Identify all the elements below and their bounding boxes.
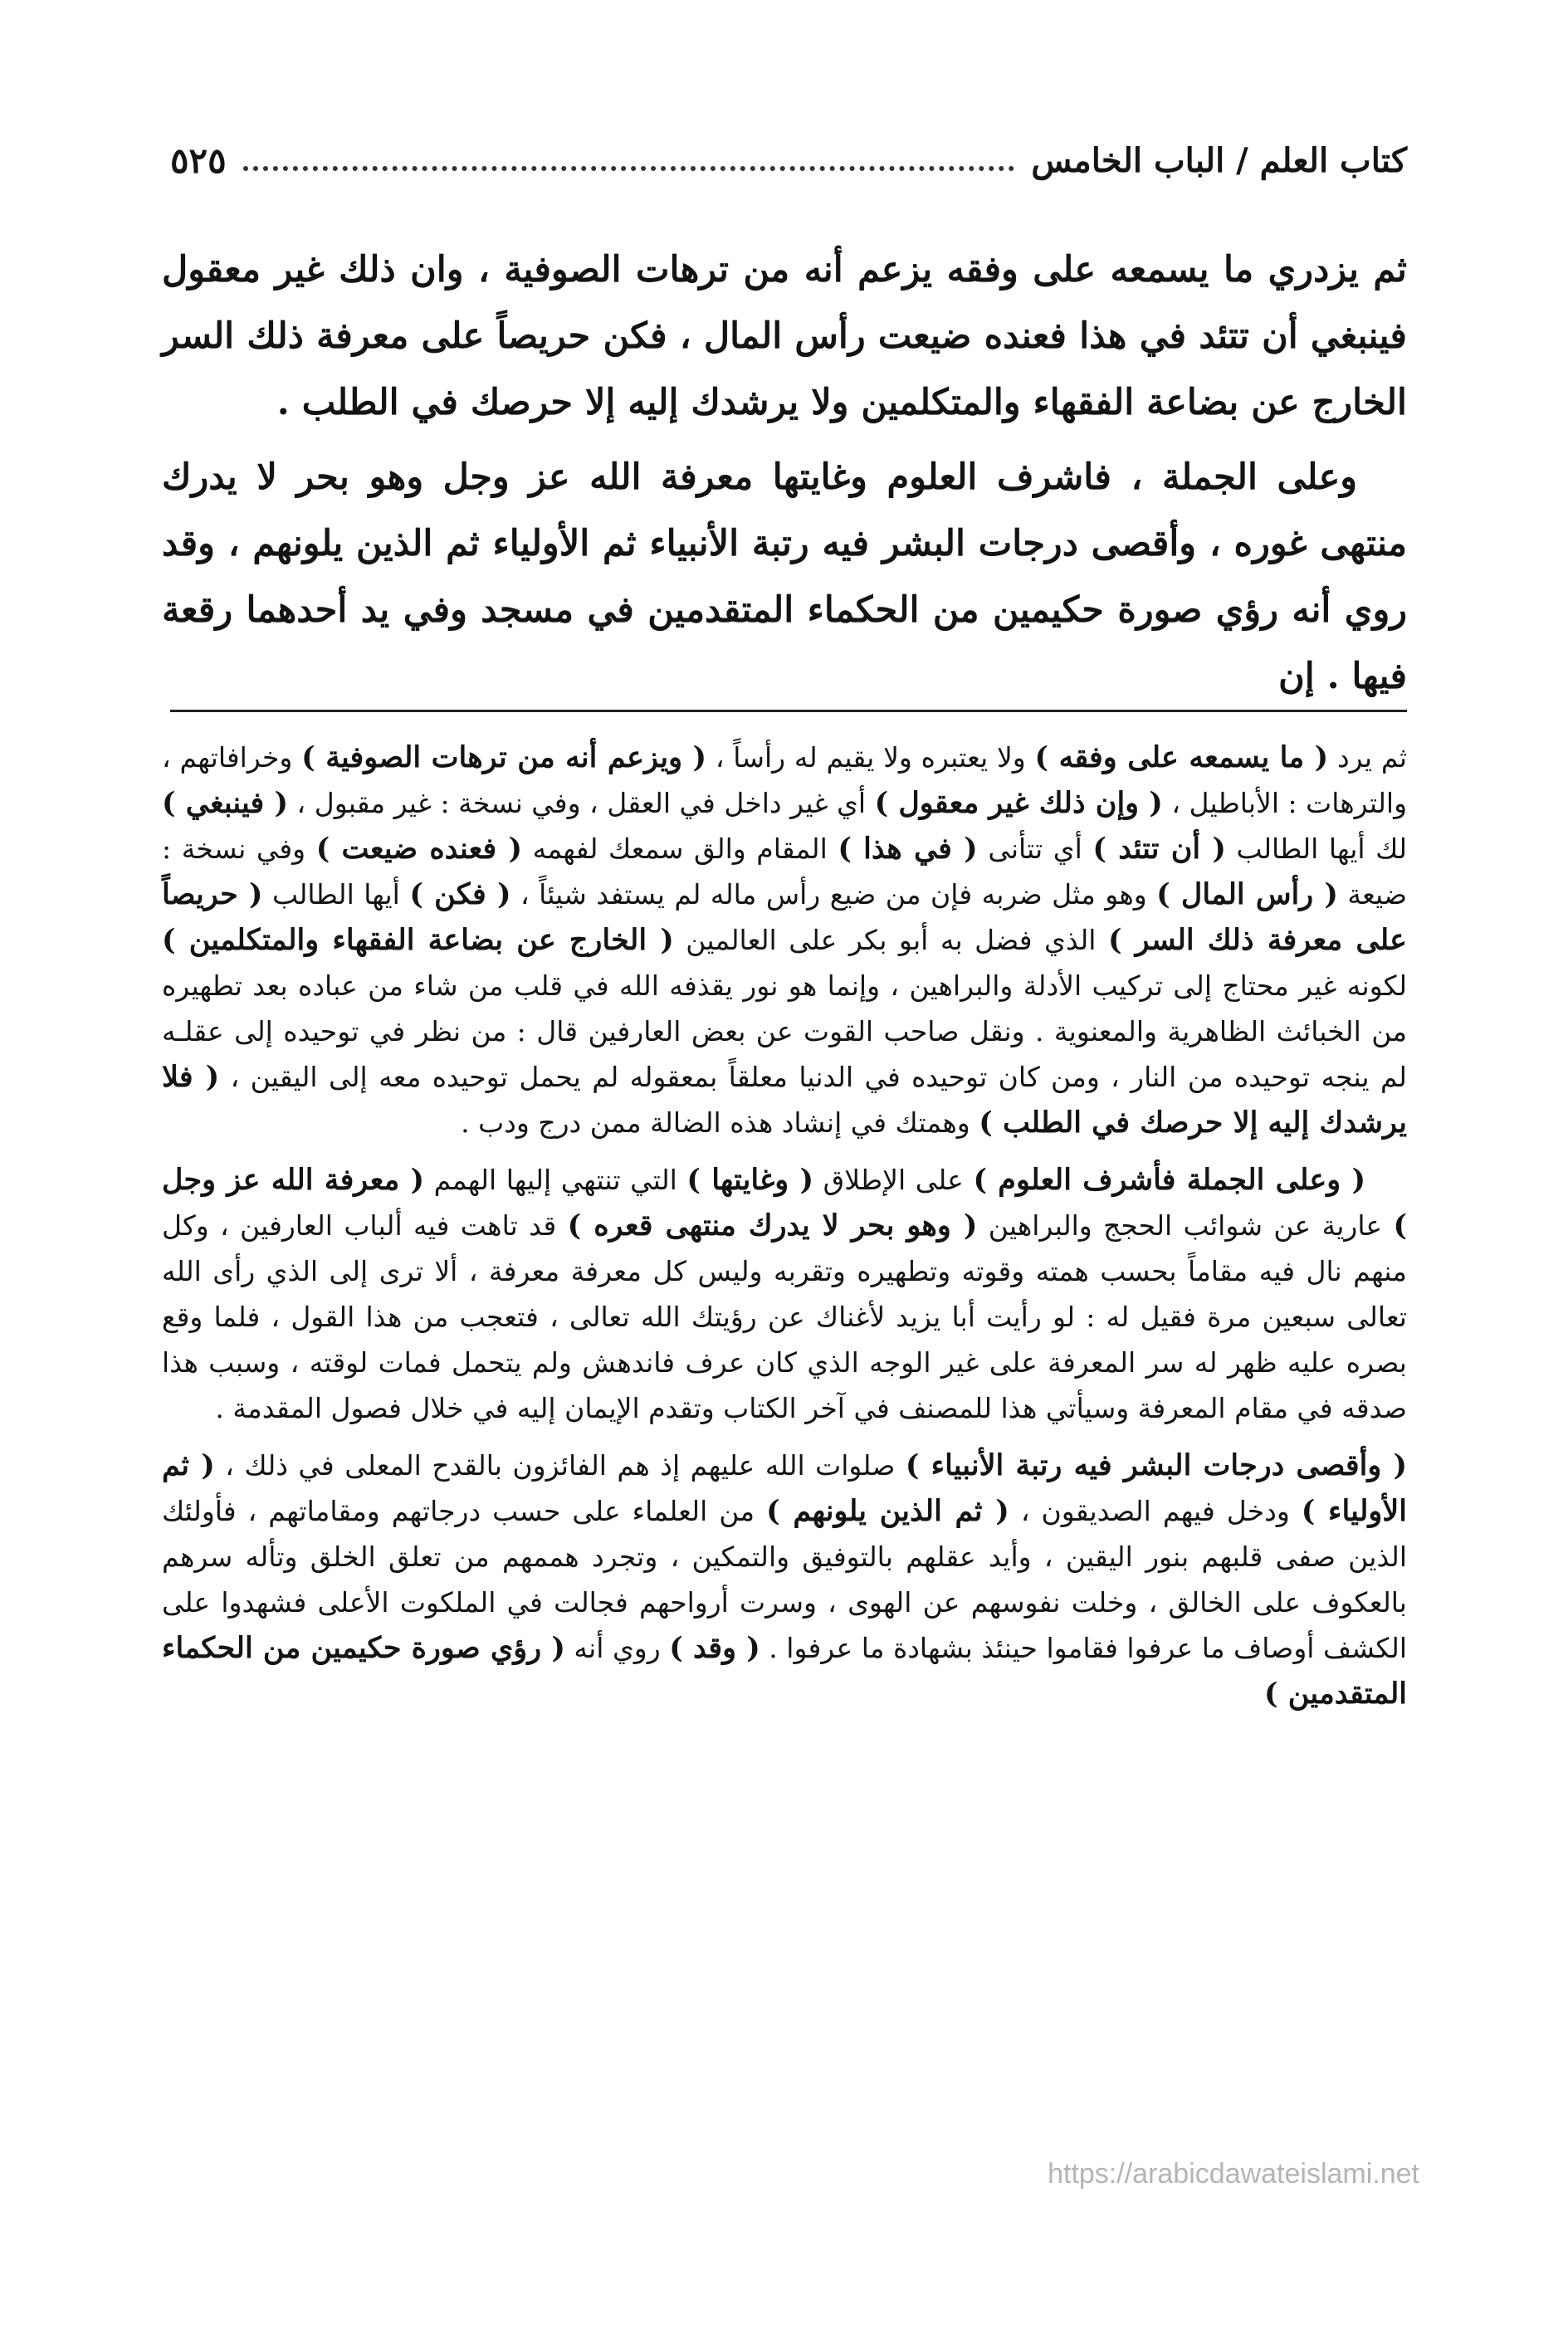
commentary-paragraph — [162, 735, 1407, 1145]
commentary-text-run: ودخل فيهم الصديقون ، — [1009, 1495, 1302, 1527]
quoted-matn: ( وأقصى درجات البشر فيه رتبة الأنبياء ) — [905, 1448, 1408, 1482]
quoted-matn: ( ويزعم أنه من ترهات الصوفية ) — [301, 740, 707, 774]
commentary-text-run: ثم يرد — [1328, 741, 1407, 774]
commentary-text-run: قد تاهت فيه ألباب العارفين ، وكل منهم نال فيه مقاماً بحسب همته وقوته وتطهيره وتقربه وليس كل معرفة معرفة ، ألا ترى إلى الذي رأى الله تعالى سبعين مرة فقيل له : لو رأيت أبا يزيد لأغناك عن رؤيتك الله تعالى ، فتعجب من هذا القول ، فلما وقع بصره عليه ظهر له سر المعرفة على غير الوجه الذي كان عرف فاندهش ولم يتحمل فمات لوقته ، وسبب هذا صدقه في مقام المعرفة وسيأتي هذا للمصنف في آخر الكتاب وتقدم الإيمان إليه في خلال فصول المقدمة . — [162, 1209, 1407, 1424]
quoted-matn: ( وهو بحر لا يدرك منتهى قعره ) — [567, 1209, 978, 1243]
watermark-url: https://arabicdawateislami.net — [1048, 2158, 1419, 2190]
commentary-text-run: وهمتك في إنشاد هذه الضالة ممن درج ودب . — [461, 1106, 979, 1139]
commentary-text-run: على الإطلاق — [813, 1164, 974, 1196]
quoted-matn: ( وإن ذلك غير معقول ) — [874, 786, 1163, 820]
quoted-matn: ( معرفة الله عز وجل ) — [162, 1163, 1408, 1243]
main-paragraph: ثم يزدري ما يسمعه على وفقه يزعم أنه من ترهات الصوفية ، وان ذلك غير معقول فينبغي أن تتئد في هذا فعنده ضيعت رأس المال ، فكن حريصاً على معرفة ذلك السر الخارج عن بضاعة الفقهاء والمتكلمين ولا يرشدك إليه إلا حرصك في الطلب . — [162, 249, 1407, 423]
commentary-paragraph — [162, 1443, 1407, 1716]
quoted-matn: ( فكن ) — [409, 877, 511, 911]
commentary-text-run: أيها الطالب — [262, 878, 410, 911]
quoted-matn: ( فعنده ضيعت ) — [315, 832, 523, 866]
quoted-matn: ( أن تتئد ) — [1092, 832, 1226, 866]
quoted-matn: ( وقد ) — [669, 1631, 760, 1665]
commentary-text-run: المقام والق سمعك لفهمه — [522, 833, 838, 865]
page-header — [170, 131, 1407, 189]
commentary-paragraph — [162, 1157, 1407, 1431]
commentary-text-run: أي تتأنى — [977, 833, 1093, 865]
quoted-matn: ( ثم الذين يلونهم ) — [766, 1494, 1009, 1528]
commentary-text-run: أي غير داخل في العقل ، وفي نسخة : غير مقبول ، — [288, 787, 875, 819]
quoted-matn: ( ما يسمعه على وفقه ) — [1034, 740, 1329, 774]
page-number: ٥٢٥ — [170, 139, 227, 181]
quoted-matn: ( ثم الأولياء ) — [162, 1448, 1407, 1528]
commentary-text-run: وخرافاتهم ، والترهات : الأباطيل ، — [162, 741, 1408, 819]
commentary-text-run: ولا يعتبره ولا يقيم له رأساً ، — [706, 741, 1035, 774]
quoted-matn: ( وعلى الجملة فأشرف العلوم ) — [973, 1163, 1365, 1197]
commentary-text-run: وفي نسخة : ضيعة — [162, 833, 1408, 911]
quoted-matn: ( الخارج عن بضاعة الفقهاء والمتكلمين ) — [162, 923, 674, 957]
commentary-text-run: عارية عن شوائب الحجج والبراهين — [977, 1209, 1394, 1242]
commentary-text-run: الذي فضل به أبو بكر على العالمين — [673, 924, 1108, 956]
main-text — [162, 237, 1407, 718]
quoted-matn: ( فينبغي ) — [162, 786, 289, 820]
commentary-text-run: لك أيها الطالب — [1225, 833, 1407, 865]
commentary-text-run: من العلماء على حسب درجاتهم ومقاماتهم ، فأولئك الذين صفى قلبهم بنور اليقين ، وأيد عقلهم بالتوفيق والتمكين ، وتجرد هممهم من تعلق الخلق وتأله سرهم بالعكوف على الخالق ، وخلت نفوسهم عن الهوى ، وسرت أرواحهم فجالت في الملكوت الأعلى فشهدوا على الكشف أوصاف ما عرفوا فقاموا حينئذ بشهادة ما عرفوا . — [162, 1495, 1408, 1664]
quoted-matn: ( فلا يرشدك إليه إلا حرصك في الطلب ) — [162, 1060, 1407, 1140]
quoted-matn: ( وغايتها ) — [686, 1163, 814, 1197]
commentary-text-run: صلوات الله عليهم إذ هم الفائزون بالقدح المعلى في ذلك ، — [214, 1449, 906, 1482]
running-title: كتاب العلم / الباب الخامس — [1031, 140, 1407, 180]
header-dotted-leader — [243, 166, 1015, 171]
main-paragraph: وعلى الجملة ، فاشرف العلوم وغايتها معرفة الله عز وجل وهو بحر لا يدرك منتهى غوره ، وأقصى درجات البشر فيه رتبة الأنبياء ثم الأولياء ثم الذين يلونهم ، وقد روي أنه رؤي صورة حكيمين من الحكماء المتقدمين في مسجد وفي يد أحدهما رقعة فيها . إن — [162, 457, 1407, 697]
footnote-divider — [170, 710, 1407, 712]
quoted-matn: ( رؤي صورة حكيمين من الحكماء المتقدمين ) — [162, 1631, 1407, 1711]
commentary-text-run: لكونه غير محتاج إلى تركيب الأدلة والبراهين ، وإنما هو نور يقذفه الله في قلب من شاء من عباده بعد تطهيره من الخبائث الظاهرية والمعنوية . ونقل صاحب القوت عن بعض العارفين قال : من نظر في توحيده إلى عقلـه لم ينجه توحيده من النار ، ومن كان توحيده في الدنيا معلقاً بمعقوله لم يحمل توحيده معه إلى اليقين ، — [162, 969, 1407, 1093]
commentary-text — [162, 735, 1407, 1728]
quoted-matn: ( في هذا ) — [838, 832, 978, 866]
quoted-matn: ( رأس المال ) — [1156, 877, 1338, 911]
commentary-text-run: التي تنتهي إليها الهمم — [424, 1164, 687, 1196]
commentary-text-run: روي أنه — [564, 1632, 670, 1664]
quoted-matn: ( حريصاً على معرفة ذلك السر ) — [162, 877, 1407, 957]
commentary-text-run: وهو مثل ضربه فإن من ضيع رأس ماله لم يستفد شيئاً ، — [510, 878, 1157, 911]
